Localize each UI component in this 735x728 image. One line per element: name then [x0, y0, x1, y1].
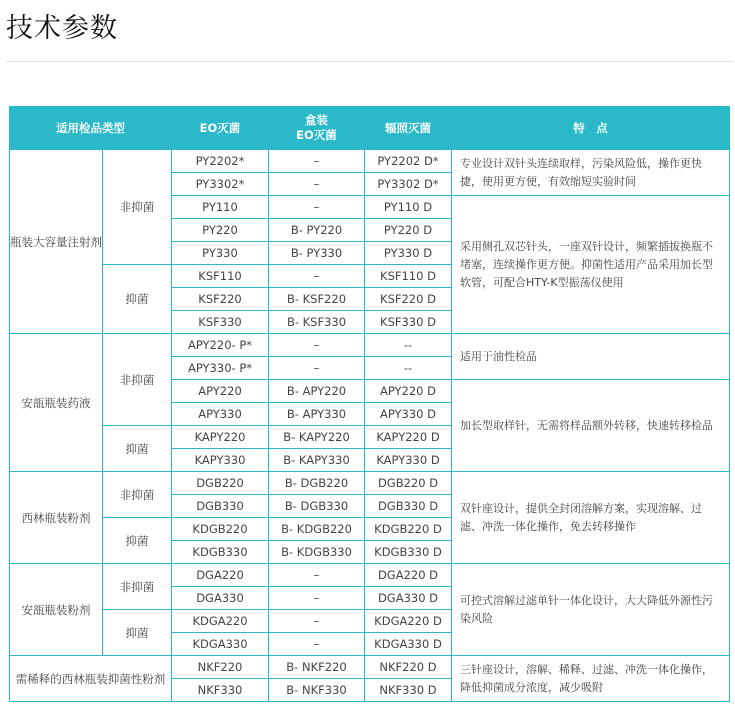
rad-cell: NKF330 D [365, 679, 452, 702]
eo-cell: APY220- P* [172, 334, 269, 357]
box-eo-cell: – [269, 173, 365, 196]
eo-cell: NKF220 [172, 656, 269, 679]
box-eo-cell: – [269, 196, 365, 219]
table-header-row [10, 107, 730, 150]
eo-cell: DGB220 [172, 472, 269, 495]
sub-type-cell: 非抑菌 [103, 472, 172, 518]
rad-cell: KSF220 D [365, 288, 452, 311]
rad-cell: APY220 D [365, 380, 452, 403]
eo-cell: KDGA220 [172, 610, 269, 633]
group-type-cell: 需稀释的西林瓶装抑菌性粉剂 [10, 656, 172, 702]
box-eo-cell: B- KAPY220 [269, 426, 365, 449]
rad-cell: PY330 D [365, 242, 452, 265]
rad-cell: -- [365, 334, 452, 357]
rad-cell: PY2202 D* [365, 150, 452, 173]
page-title: 技术参数 [6, 13, 118, 44]
eo-cell: KSF220 [172, 288, 269, 311]
box-eo-cell: – [269, 334, 365, 357]
rad-cell: KDGA330 D [365, 633, 452, 656]
eo-cell: APY220 [172, 380, 269, 403]
box-eo-cell: B- KSF220 [269, 288, 365, 311]
group-type-cell: 西林瓶装粉剂 [10, 472, 103, 564]
box-eo-cell: B- PY330 [269, 242, 365, 265]
table-row [10, 334, 730, 357]
rad-cell: NKF220 D [365, 656, 452, 679]
group-type-cell: 安瓿瓶装药液 [10, 334, 103, 472]
eo-cell: APY330- P* [172, 357, 269, 380]
box-eo-cell: – [269, 587, 365, 610]
header-box-eo [269, 107, 365, 150]
eo-cell: KSF330 [172, 311, 269, 334]
eo-cell: APY330 [172, 403, 269, 426]
box-eo-cell: – [269, 633, 365, 656]
eo-cell: DGA220 [172, 564, 269, 587]
rad-cell: PY3302 D* [365, 173, 452, 196]
rad-cell: -- [365, 357, 452, 380]
box-eo-cell: – [269, 357, 365, 380]
feature-cell: 适用于油性检品 [452, 334, 730, 380]
eo-cell: PY2202* [172, 150, 269, 173]
sub-type-cell: 抑菌 [103, 610, 172, 656]
box-eo-cell: – [269, 610, 365, 633]
box-eo-cell: B- PY220 [269, 219, 365, 242]
header-rad: 辐照灭菌 [365, 107, 452, 150]
rad-cell: KAPY330 D [365, 449, 452, 472]
eo-cell: KSF110 [172, 265, 269, 288]
sub-type-cell: 非抑菌 [103, 150, 172, 265]
eo-cell: KAPY220 [172, 426, 269, 449]
box-eo-cell: – [269, 265, 365, 288]
table-row [10, 564, 730, 587]
eo-cell: PY220 [172, 219, 269, 242]
rad-cell: KDGA220 D [365, 610, 452, 633]
group-type-cell: 安瓿瓶装粉剂 [10, 564, 103, 656]
header-feature: 特 点 [452, 107, 730, 150]
header-box-eo-line1: 盒装 [305, 113, 328, 127]
table-row [10, 656, 730, 679]
header-box-eo-line2: EO灭菌 [296, 128, 337, 142]
header-eo: EO灭菌 [172, 107, 269, 150]
sub-type-cell: 非抑菌 [103, 334, 172, 426]
spec-table [9, 106, 730, 702]
rad-cell: DGB220 D [365, 472, 452, 495]
eo-cell: DGA330 [172, 587, 269, 610]
sub-type-cell: 抑菌 [103, 518, 172, 564]
rad-cell: KDGB220 D [365, 518, 452, 541]
title-divider [6, 61, 734, 62]
box-eo-cell: B- NKF330 [269, 679, 365, 702]
eo-cell: NKF330 [172, 679, 269, 702]
feature-cell: 双针座设计，提供全封闭溶解方案，实现溶解、过滤、冲洗一体化操作，免去转移操作 [452, 472, 730, 564]
box-eo-cell: – [269, 150, 365, 173]
eo-cell: DGB330 [172, 495, 269, 518]
feature-cell: 加长型取样针，无需将样品额外转移，快速转移检品 [452, 380, 730, 472]
sub-type-cell: 抑菌 [103, 426, 172, 472]
eo-cell: KDGB220 [172, 518, 269, 541]
box-eo-cell: B- KAPY330 [269, 449, 365, 472]
box-eo-cell: B- APY330 [269, 403, 365, 426]
rad-cell: PY220 D [365, 219, 452, 242]
box-eo-cell: B- NKF220 [269, 656, 365, 679]
eo-cell: PY330 [172, 242, 269, 265]
rad-cell: DGA330 D [365, 587, 452, 610]
group-type-cell: 瓶装大容量注射剂 [10, 150, 103, 334]
box-eo-cell: B- KDGB330 [269, 541, 365, 564]
rad-cell: KSF330 D [365, 311, 452, 334]
header-type: 适用检品类型 [10, 107, 172, 150]
feature-cell: 采用侧孔双芯针头，一座双针设计，频繁插拔换瓶不堵塞，连续操作更方便。抑菌性适用产品采用加长型软管，可配合HTY-K型振荡仪使用 [452, 196, 730, 334]
box-eo-cell: – [269, 564, 365, 587]
rad-cell: PY110 D [365, 196, 452, 219]
eo-cell: KDGA330 [172, 633, 269, 656]
feature-cell: 三针座设计，溶解、稀释、过滤、冲洗一体化操作，降低抑菌成分浓度，减少吸附 [452, 656, 730, 702]
eo-cell: KAPY330 [172, 449, 269, 472]
eo-cell: PY3302* [172, 173, 269, 196]
table-row [10, 150, 730, 173]
rad-cell: KSF110 D [365, 265, 452, 288]
eo-cell: PY110 [172, 196, 269, 219]
box-eo-cell: B- DGB330 [269, 495, 365, 518]
sub-type-cell: 抑菌 [103, 265, 172, 334]
rad-cell: APY330 D [365, 403, 452, 426]
table-row [10, 472, 730, 495]
box-eo-cell: B- APY220 [269, 380, 365, 403]
box-eo-cell: B- DGB220 [269, 472, 365, 495]
rad-cell: KAPY220 D [365, 426, 452, 449]
box-eo-cell: B- KDGB220 [269, 518, 365, 541]
feature-cell: 专业设计双针头连续取样，污染风险低，操作更快捷，使用更方便，有效缩短实验时间 [452, 150, 730, 196]
feature-cell: 可控式溶解过滤单针一体化设计，大大降低外源性污染风险 [452, 564, 730, 656]
rad-cell: KDGB330 D [365, 541, 452, 564]
sub-type-cell: 非抑菌 [103, 564, 172, 610]
rad-cell: DGB330 D [365, 495, 452, 518]
box-eo-cell: B- KSF330 [269, 311, 365, 334]
rad-cell: DGA220 D [365, 564, 452, 587]
eo-cell: KDGB330 [172, 541, 269, 564]
